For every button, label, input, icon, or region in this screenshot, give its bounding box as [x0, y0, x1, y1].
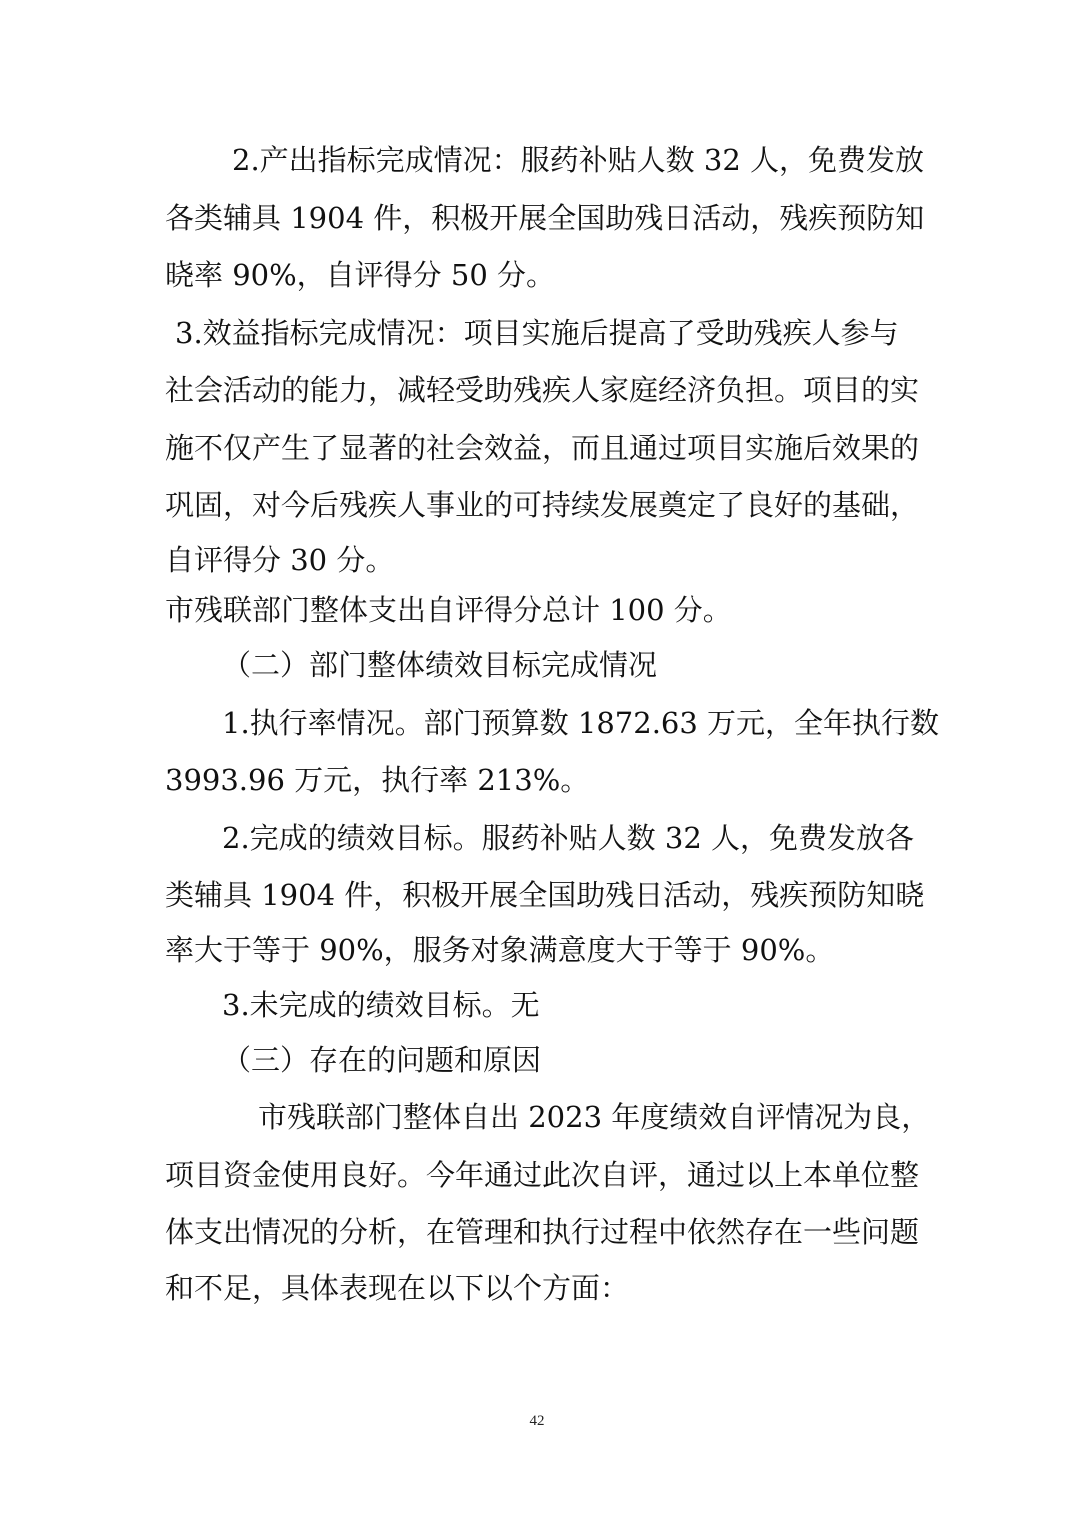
text-line: 市残联部门整体自出 2023 年度绩效自评情况为良，	[258, 1100, 931, 1134]
text-line: 市残联部门整体支出自评得分总计 100 分。	[165, 593, 732, 627]
text-line: 体支出情况的分析，在管理和执行过程中依然存在一些问题	[165, 1215, 920, 1249]
text-line: 2.完成的绩效目标。服药补贴人数 32 人，免费发放各	[222, 821, 915, 855]
text-line: 巩固，对今后残疾人事业的可持续发展奠定了良好的基础，	[165, 488, 920, 522]
text-line: 自评得分 30 分。	[165, 543, 395, 577]
text-line: 率大于等于 90%，服务对象满意度大于等于 90%。	[165, 933, 835, 967]
text-line: 3.未完成的绩效目标。无	[222, 988, 540, 1022]
text-line: 项目资金使用良好。今年通过此次自评，通过以上本单位整	[165, 1158, 920, 1192]
section-heading: （二）部门整体绩效目标完成情况	[222, 648, 658, 682]
text-line: 晓率 90%，自评得分 50 分。	[165, 258, 556, 292]
text-line: 社会活动的能力，减轻受助残疾人家庭经济负担。项目的实	[165, 373, 920, 407]
text-line: 各类辅具 1904 件，积极开展全国助残日活动，残疾预防知	[165, 201, 925, 235]
text-line: 3993.96 万元，执行率 213%。	[165, 763, 590, 797]
text-line: 和不足，具体表现在以下以个方面：	[165, 1271, 630, 1305]
text-line: 3.效益指标完成情况：项目实施后提高了受助残疾人参与	[175, 316, 899, 350]
page-number: 42	[529, 1413, 545, 1429]
section-heading: （三）存在的问题和原因	[222, 1043, 542, 1077]
text-line: 2.产出指标完成情况：服药补贴人数 32 人，免费发放	[232, 143, 925, 177]
text-line: 类辅具 1904 件，积极开展全国助残日活动，残疾预防知晓	[165, 878, 925, 912]
text-line: 施不仅产生了显著的社会效益，而且通过项目实施后效果的	[165, 431, 920, 465]
text-line: 1.执行率情况。部门预算数 1872.63 万元，全年执行数	[222, 706, 940, 740]
